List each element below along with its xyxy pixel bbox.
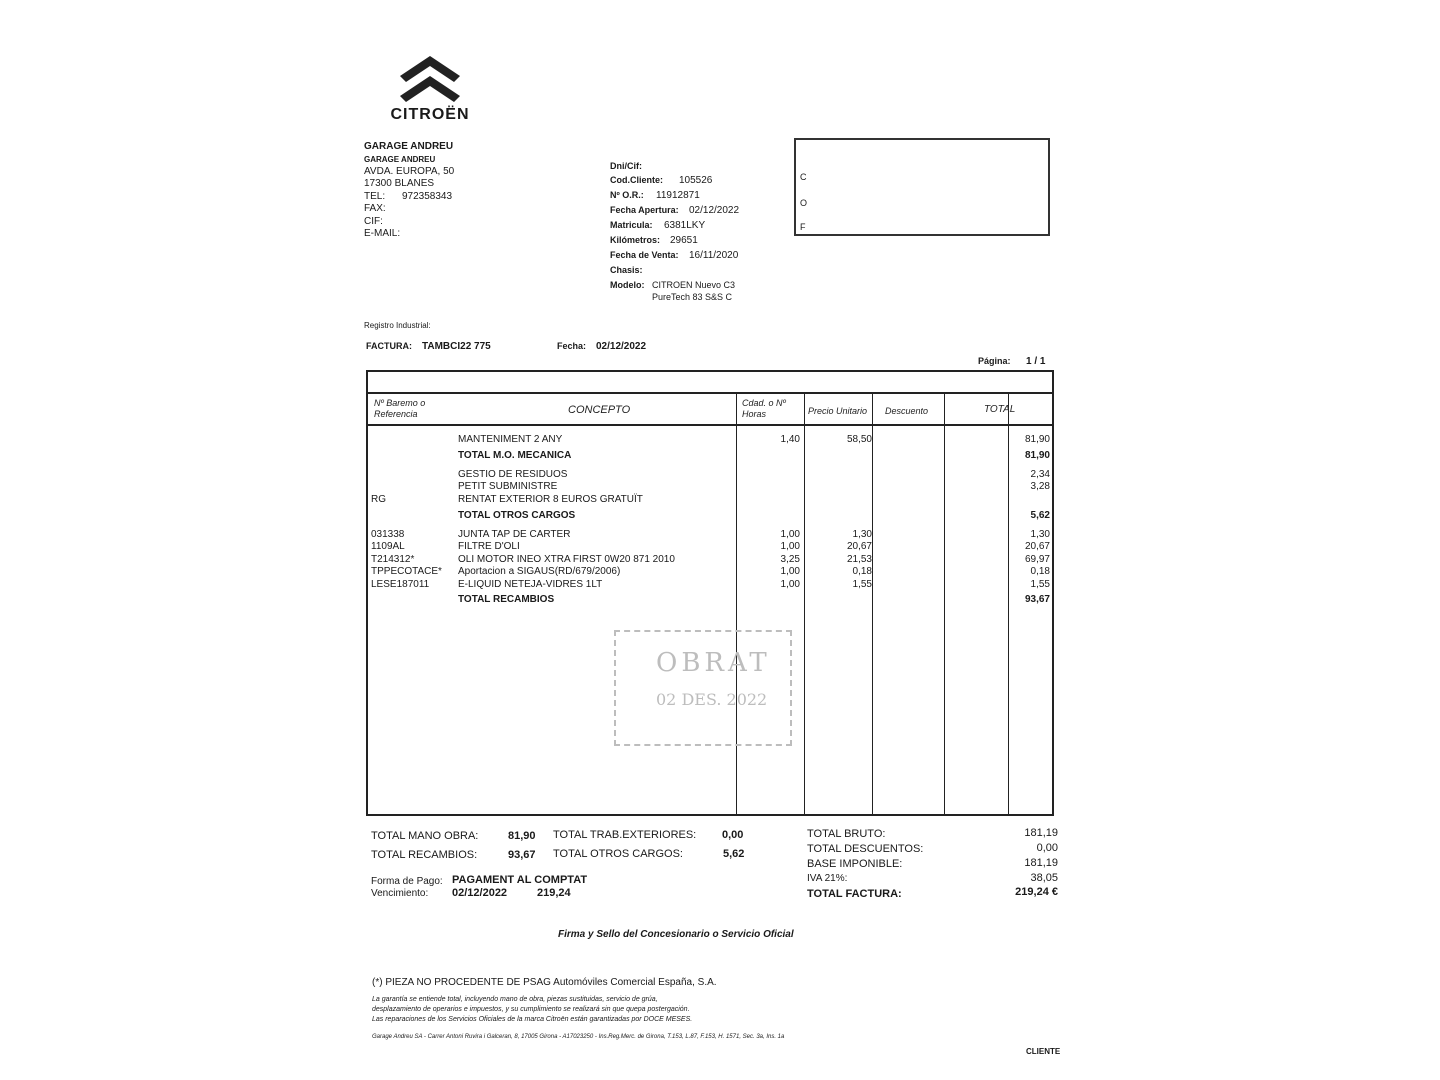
base-value: 181,19 bbox=[1024, 857, 1058, 869]
due-date: 02/12/2022 bbox=[452, 887, 508, 899]
line-concept: TOTAL M.O. MECANICA bbox=[458, 450, 572, 461]
company-subname: GARAGE ANDREU bbox=[364, 155, 436, 164]
client-code-value: 105526 bbox=[679, 175, 713, 186]
descuentos-value: 0,00 bbox=[1036, 842, 1058, 854]
model-line2: PureTech 83 S&S C bbox=[652, 292, 733, 302]
line-concept: RENTAT EXTERIOR 8 EUROS GRATUÏT bbox=[458, 494, 643, 505]
plate-value: 6381LKY bbox=[664, 220, 706, 231]
copy-label: CLIENTE bbox=[1026, 1047, 1061, 1056]
line-qty: 1,00 bbox=[780, 579, 800, 590]
due-amount: 219,24 bbox=[537, 887, 571, 899]
line-concept: Aportacion a SIGAUS(RD/679/2006) bbox=[458, 566, 621, 577]
line-total: 5,62 bbox=[1030, 510, 1050, 521]
stamp-line1: OBRAT bbox=[656, 648, 771, 678]
page-label: Página: bbox=[978, 356, 1011, 366]
line-qty: 1,40 bbox=[780, 434, 800, 445]
header-ref: Nº Baremo o Referencia bbox=[374, 398, 426, 419]
recambios-value: 93,67 bbox=[508, 849, 536, 861]
client-box-line2: O bbox=[800, 198, 808, 208]
header-price: Precio Unitario bbox=[808, 406, 868, 416]
company-tel-value: 972358343 bbox=[402, 191, 453, 202]
mano-obra-label: TOTAL MANO OBRA: bbox=[371, 830, 479, 842]
payment-value: PAGAMENT AL COMPTAT bbox=[452, 874, 588, 886]
header-concept: CONCEPTO bbox=[568, 404, 631, 416]
line-qty: 3,25 bbox=[780, 554, 800, 565]
total-factura-label: TOTAL FACTURA: bbox=[807, 888, 902, 900]
bruto-value: 181,19 bbox=[1024, 827, 1058, 839]
header-qty: Cdad. o Nº Horas bbox=[742, 398, 786, 419]
line-qty: 1,00 bbox=[780, 529, 800, 540]
or-value: 11912871 bbox=[656, 190, 700, 201]
company-name: GARAGE ANDREU bbox=[364, 141, 454, 152]
line-unit-price: 1,55 bbox=[852, 579, 872, 590]
total-factura-value: 219,24 € bbox=[1015, 886, 1058, 898]
opening-date-value: 02/12/2022 bbox=[689, 205, 740, 216]
chassis-label: Chasis: bbox=[610, 265, 643, 275]
plate-label: Matricula: bbox=[610, 220, 653, 230]
invoice-date-value: 02/12/2022 bbox=[596, 341, 647, 352]
line-total: 2,34 bbox=[1030, 469, 1050, 480]
descuentos-label: TOTAL DESCUENTOS: bbox=[807, 843, 924, 855]
line-concept: E-LIQUID NETEJA-VIDRES 1LT bbox=[458, 579, 603, 590]
line-unit-price: 58,50 bbox=[846, 434, 872, 445]
company-tel-label: TEL: bbox=[364, 191, 386, 202]
brand-name: CITROËN bbox=[390, 106, 470, 123]
header-total: TOTAL bbox=[984, 404, 1016, 415]
iva-label: IVA 21%: bbox=[807, 873, 848, 884]
dni-label: Dni/Cif: bbox=[610, 161, 642, 171]
mano-obra-value: 81,90 bbox=[508, 830, 536, 842]
company-address2: 17300 BLANES bbox=[364, 178, 435, 189]
line-qty: 1,00 bbox=[780, 541, 800, 552]
citroen-logo bbox=[378, 46, 482, 126]
otros-value: 5,62 bbox=[723, 848, 745, 860]
non-psag-note: (*) PIEZA NO PROCEDENTE DE PSAG Automóviles Comercial España, S.A. bbox=[372, 977, 717, 988]
guarantee-line3: Las reparaciones de los Servicios Oficiales de la marca Citroën están garantizadas por DOCE MESES. bbox=[372, 1016, 693, 1023]
line-total: 0,18 bbox=[1030, 566, 1050, 577]
recambios-label: TOTAL RECAMBIOS: bbox=[371, 849, 478, 861]
signature-caption: Firma y Sello del Concesionario o Servicio Oficial bbox=[558, 929, 794, 940]
line-ref: RG bbox=[371, 494, 386, 505]
base-label: BASE IMPONIBLE: bbox=[807, 858, 903, 870]
trab-ext-value: 0,00 bbox=[722, 829, 744, 841]
line-ref: LESE187011 bbox=[371, 579, 430, 590]
line-unit-price: 0,18 bbox=[852, 566, 872, 577]
line-total: 69,97 bbox=[1024, 554, 1050, 565]
company-email-label: E-MAIL: bbox=[364, 228, 401, 239]
model-line1: CITROEN Nuevo C3 bbox=[652, 280, 736, 290]
trab-ext-label: TOTAL TRAB.EXTERIORES: bbox=[553, 829, 697, 841]
km-label: Kilómetros: bbox=[610, 235, 661, 245]
legal-line: Garage Andreu SA - Carrer Antoni Ruvira i Galceran, 8, 17005 Girona - A17023250 - Ins.Reg.Merc. de Girona, T.153, L.87, F.153, H. 1571, Sec. 3a, Ins. 1a bbox=[372, 1034, 785, 1040]
line-total: 81,90 bbox=[1024, 450, 1050, 461]
company-address1: AVDA. EUROPA, 50 bbox=[364, 166, 455, 177]
stamp-line2: 02 DES. 2022 bbox=[656, 690, 768, 709]
client-box-line3: F bbox=[800, 222, 806, 232]
company-cif-label: CIF: bbox=[364, 216, 383, 227]
line-concept: PETIT SUBMINISTRE bbox=[458, 481, 558, 492]
line-concept: TOTAL OTROS CARGOS bbox=[458, 510, 576, 521]
otros-label: TOTAL OTROS CARGOS: bbox=[553, 848, 683, 860]
line-total: 1,30 bbox=[1030, 529, 1050, 540]
line-concept: OLI MOTOR INEO XTRA FIRST 0W20 871 2010 bbox=[458, 554, 675, 565]
km-value: 29651 bbox=[670, 235, 698, 246]
line-total: 93,67 bbox=[1024, 594, 1050, 605]
invoice-date-label: Fecha: bbox=[557, 341, 587, 351]
line-ref: 031338 bbox=[371, 529, 405, 540]
double-chevron-icon bbox=[378, 46, 482, 106]
line-concept: GESTIO DE RESIDUOS bbox=[458, 469, 568, 480]
registry-label: Registro Industrial: bbox=[364, 321, 431, 330]
invoice-label: FACTURA: bbox=[366, 341, 412, 351]
line-unit-price: 1,30 bbox=[852, 529, 872, 540]
line-concept: JUNTA TAP DE CARTER bbox=[458, 529, 571, 540]
client-address-box bbox=[794, 138, 1050, 236]
line-total: 1,55 bbox=[1030, 579, 1050, 590]
page-value: 1 / 1 bbox=[1026, 356, 1046, 367]
line-unit-price: 20,67 bbox=[846, 541, 872, 552]
line-total: 20,67 bbox=[1024, 541, 1050, 552]
or-label: Nº O.R.: bbox=[610, 190, 644, 200]
line-concept: FILTRE D'OLI bbox=[458, 541, 520, 552]
sale-date-label: Fecha de Venta: bbox=[610, 250, 679, 260]
line-unit-price: 21,53 bbox=[846, 554, 872, 565]
bruto-label: TOTAL BRUTO: bbox=[807, 828, 886, 840]
line-concept: TOTAL RECAMBIOS bbox=[458, 594, 555, 605]
line-total: 81,90 bbox=[1024, 434, 1050, 445]
payment-label: Forma de Pago: bbox=[371, 876, 443, 887]
line-ref: 1109AL bbox=[371, 541, 405, 552]
header-discount: Descuento bbox=[885, 406, 929, 416]
due-label: Vencimiento: bbox=[371, 888, 429, 899]
line-ref: T214312* bbox=[371, 554, 415, 565]
opening-date-label: Fecha Apertura: bbox=[610, 205, 679, 215]
line-qty: 1,00 bbox=[780, 566, 800, 577]
sale-date-value: 16/11/2020 bbox=[689, 250, 739, 261]
client-code-label: Cod.Cliente: bbox=[610, 175, 663, 185]
company-fax-label: FAX: bbox=[364, 203, 386, 214]
invoice-number: TAMBCI22 775 bbox=[422, 341, 491, 352]
iva-value: 38,05 bbox=[1030, 872, 1058, 884]
guarantee-line1: La garantía se entiende total, incluyendo mano de obra, piezas sustituidas, servicio de grúa, bbox=[372, 996, 658, 1003]
obrat-stamp bbox=[614, 630, 792, 746]
client-box-line1: C bbox=[800, 172, 807, 182]
line-concept: MANTENIMENT 2 ANY bbox=[458, 434, 563, 445]
model-label: Modelo: bbox=[610, 280, 645, 290]
line-total: 3,28 bbox=[1030, 481, 1050, 492]
line-ref: TPPECOTACE* bbox=[371, 566, 442, 577]
guarantee-line2: desplazamiento de operarios e impuestos, y su cumplimiento se realizará sin que quepa postergación. bbox=[372, 1006, 690, 1013]
